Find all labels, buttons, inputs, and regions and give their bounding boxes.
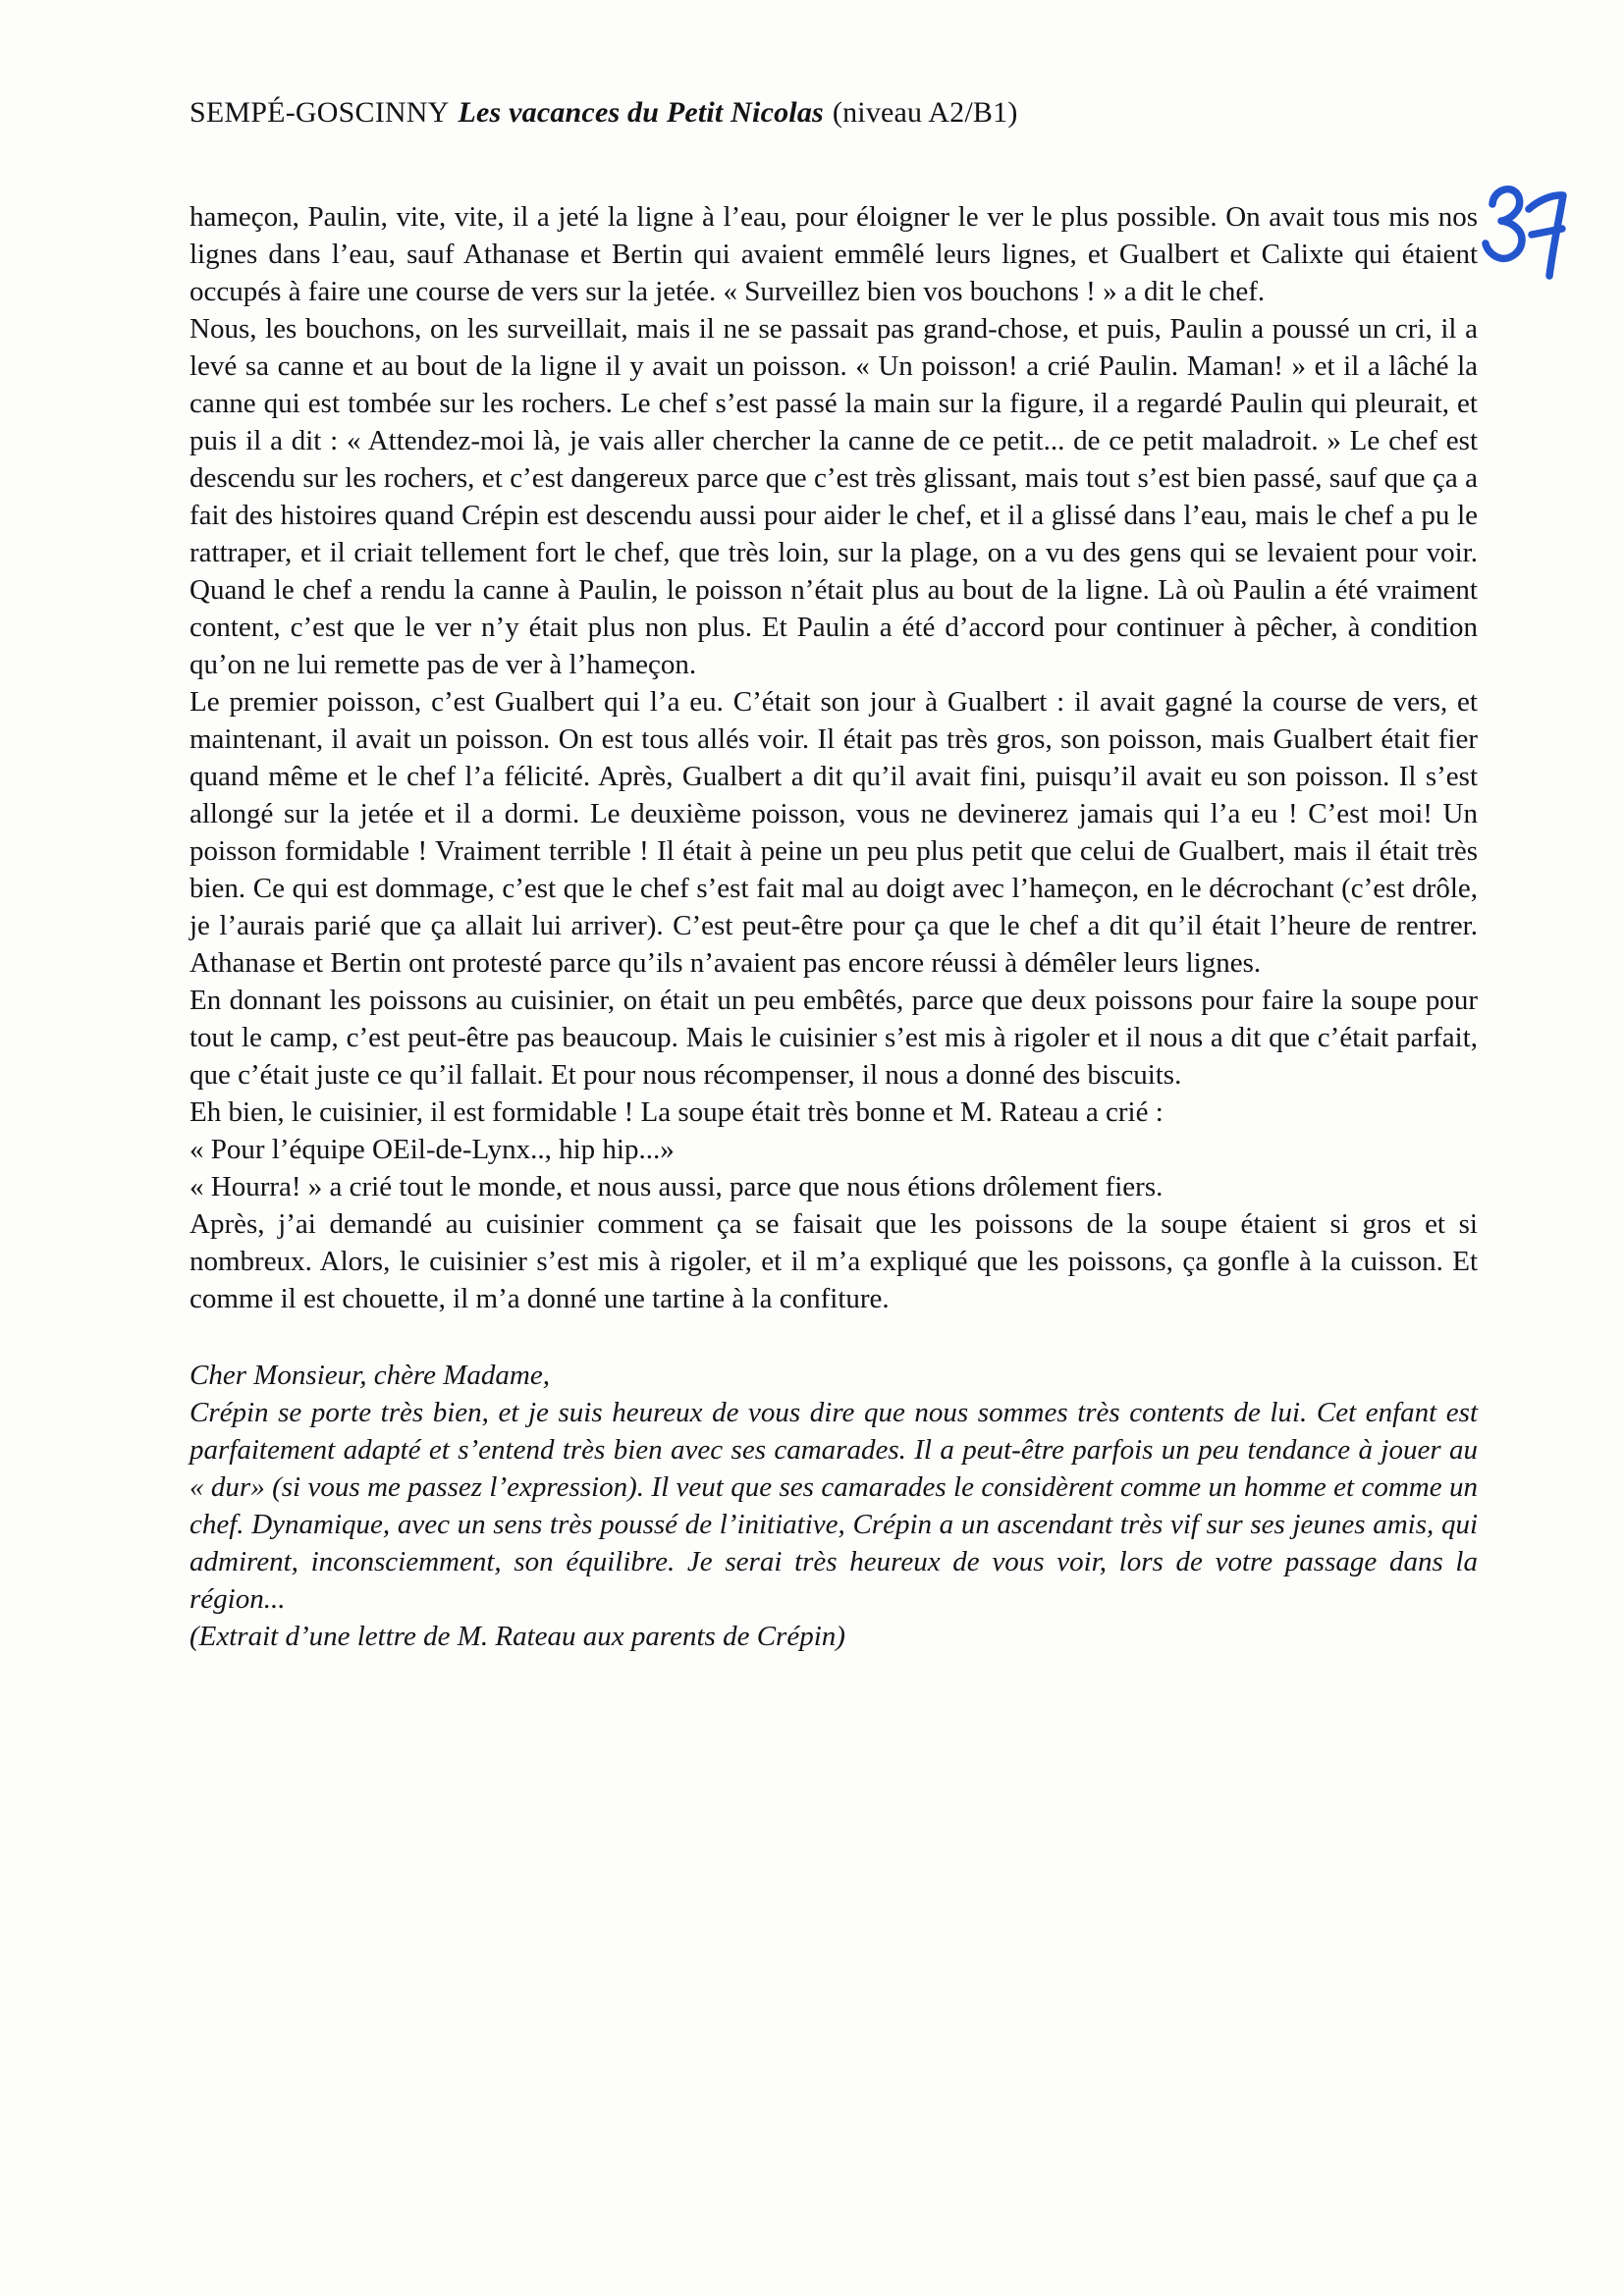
paragraph: Eh bien, le cuisinier, il est formidable ! La soupe était très bonne et M. Rateau a crié : [189,1096,1164,1128]
paragraph: Crépin se porte très bien, et je suis heureux de vous dire que nous sommes très contents de lui. Cet enfant est parfaitement adapté et s’entend très bien avec ses camarades. Il a peut-être parfois un peu tendance à jouer au « dur» (si vous me passez l’expression). Il veut que ses camarades le considèrent comme un homme et comme un chef. Dynamique, avec un sens très poussé de l’initiative, Crépin a un ascendant très vif sur ses jeunes amis, qui admirent, inconsciemment, son équilibre. Je serai très heureux de vous voir, lors de votre passage dans la région... [189,1397,1478,1615]
paragraph: Nous, les bouchons, on les surveillait, mais il ne se passait pas grand-chose, et puis, Paulin a poussé un cri, il a levé sa canne et au bout de la ligne il y avait un poisson. « Un poisson! a crié Paulin. Maman! » et il a lâché la canne qui est tombée sur les rochers. Le chef s’est passé la main sur la figure, il a regardé Paulin qui pleurait, et puis il a dit : « Attendez-moi là, je vais aller chercher la canne de ce petit... de ce petit maladroit. » Le chef est descendu sur les rochers, et c’est dangereux parce que c’est très glissant, mais tout s’est bien passé, sauf que ça a fait des histoires quand Crépin est descendu aussi pour aider le chef, et il a glissé dans l’eau, mais le chef a pu le rattraper, et il criait tellement fort le chef, que très loin, sur la plage, on a vu des gens qui se levaient pour voir. Quand le chef a rendu la canne à Paulin, le poisson n’était plus au bout de la ligne. Là où Paulin a été vraiment content, c’est que le ver n’y était plus non plus. Et Paulin a été d’accord pour continuer à pêcher, à condition qu’on ne lui remette pas de ver à l’hameçon. [189,313,1478,680]
header-book-title: Les vacances du Petit Nicolas [458,96,824,129]
paragraph: Cher Monsieur, chère Madame, [189,1360,550,1391]
letter-excerpt [189,1357,1478,1655]
paragraph: « Hourra! » a crié tout le monde, et nous aussi, parce que nous étions drôlement fiers. [189,1171,1164,1202]
page-content [189,198,1478,1655]
paragraph: « Pour l’équipe OEil-de-Lynx.., hip hip...» [189,1134,675,1165]
page-number-37-drawing [1475,183,1577,291]
page-header [189,96,1018,130]
digit-3-stroke [1486,189,1522,259]
paragraph: (Extrait d’une lettre de M. Rateau aux parents de Crépin) [189,1621,845,1652]
paragraph: hameçon, Paulin, vite, vite, il a jeté la ligne à l’eau, pour éloigner le ver le plus possible. On avait tous mis nos lignes dans l’eau, sauf Athanase et Bertin qui avaient emmêlé leurs lignes, et Gualbert et Calixte qui étaient occupés à faire une course de vers sur la jetée. « Surveillez bien vos bouchons ! » a dit le chef. [189,201,1478,307]
paragraph: Après, j’ai demandé au cuisinier comment ça se faisait que les poissons de la soupe étaient si gros et si nombreux. Alors, le cuisinier s’est mis à rigoler, et il m’a expliqué que les poissons, ça gonfle à la cuisson. Et comme il est chouette, il m’a donné une tartine à la confiture. [189,1208,1478,1314]
header-authors: SEMPÉ-GOSCINNY [189,96,450,129]
paragraph: Le premier poisson, c’est Gualbert qui l’a eu. C’était son jour à Gualbert : il avait gagné la course de vers, et maintenant, il avait un poisson. On est tous allés voir. Il était pas très gros, son poisson, mais Gualbert était fier quand même et le chef l’a félicité. Après, Gualbert a dit qu’il avait fini, puisqu’il avait eu son poisson. Il s’est allongé sur la jetée et il a dormi. Le deuxième poisson, vous ne devinerez jamais qui l’a eu ! C’est moi! Un poisson formidable ! Vraiment terrible ! Il était à peine un peu plus petit que celui de Gualbert, mais il était très bien. Ce qui est dommage, c’est que le chef s’est fait mal au doigt avec l’hameçon, en le décrochant (c’est drôle, je l’aurais parié que ça allait lui arriver). C’est peut-être pour ça que le chef a dit qu’il était l’heure de rentrer. Athanase et Bertin ont protesté parce qu’ils n’avaient pas encore réussi à démêler leurs lignes. [189,686,1478,979]
header-level: (niveau A2/B1) [832,96,1018,129]
story-text [189,198,1478,1317]
handwritten-page-number [1475,183,1577,291]
paragraph: En donnant les poissons au cuisinier, on était un peu embêtés, parce que deux poissons pour faire la soupe pour tout le camp, c’est peut-être pas beaucoup. Mais le cuisinier s’est mis à rigoler et il nous a dit que c’était parfait, que c’était juste ce qu’il fallait. Et pour nous récompenser, il nous a donné des biscuits. [189,985,1478,1091]
